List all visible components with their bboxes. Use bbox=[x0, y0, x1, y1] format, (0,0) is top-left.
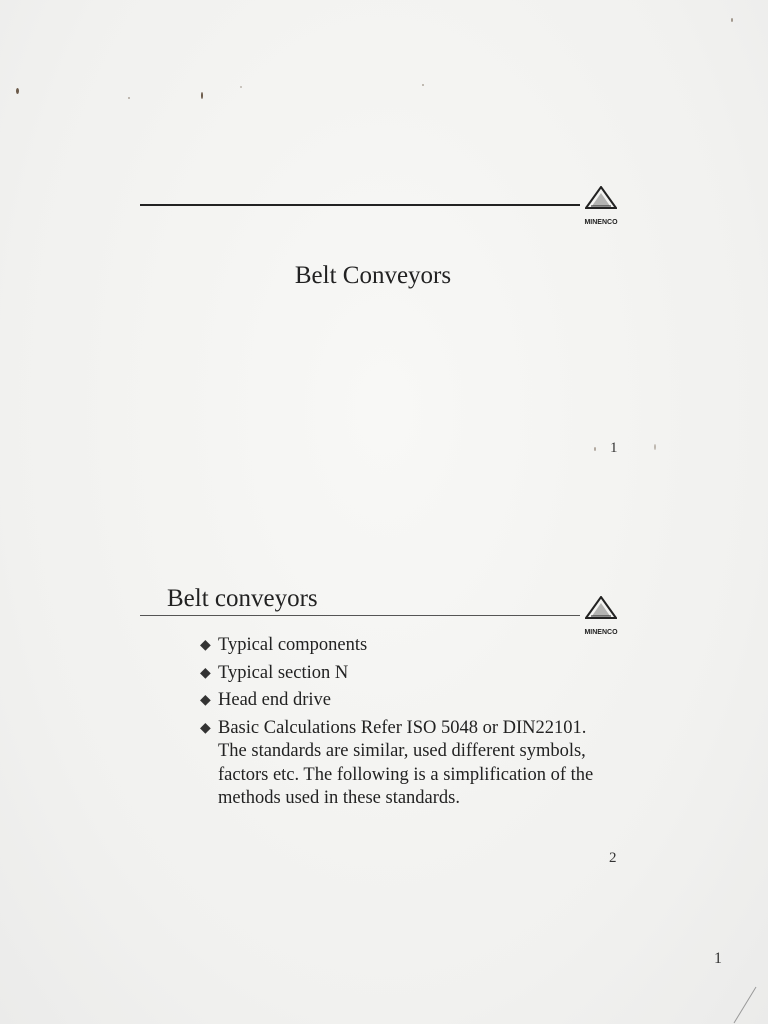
list-item bbox=[200, 717, 600, 811]
slide2-bullet-list bbox=[200, 634, 600, 815]
slide2-heading-rule bbox=[140, 615, 580, 616]
scan-speck bbox=[240, 86, 242, 88]
diamond-bullet-icon: ◆ bbox=[200, 720, 211, 736]
logo-text: MINENCO bbox=[584, 629, 618, 636]
mountain-logo-icon bbox=[585, 596, 617, 620]
scan-speck bbox=[654, 444, 656, 450]
list-item bbox=[200, 634, 600, 658]
bullet-text: Typical components bbox=[218, 635, 368, 655]
diamond-bullet-icon: ◆ bbox=[200, 665, 211, 681]
scan-speck bbox=[422, 84, 424, 86]
slide1-number: 1 bbox=[610, 440, 618, 456]
bullet-text: Basic Calculations Refer ISO 5048 or DIN22101. The standards are similar, used different symbols, factors etc. The following is a simplification of the methods used in these standards. bbox=[218, 717, 594, 808]
diamond-bullet-icon: ◆ bbox=[200, 638, 211, 653]
bullet-text: Typical section N bbox=[218, 662, 349, 683]
scan-speck bbox=[128, 97, 130, 99]
slide2-number: 2 bbox=[609, 850, 617, 866]
mountain-logo-icon bbox=[585, 186, 617, 210]
diamond-bullet-icon: ◆ bbox=[200, 693, 211, 708]
scan-speck bbox=[201, 92, 203, 99]
scan-speck bbox=[16, 88, 19, 94]
slide2-logo bbox=[577, 596, 625, 636]
slide2-heading: Belt conveyors bbox=[167, 585, 318, 612]
page-number: 1 bbox=[714, 950, 722, 967]
scan-speck bbox=[594, 447, 596, 451]
list-item bbox=[200, 662, 600, 686]
slide1-title-rule bbox=[140, 204, 580, 206]
bullet-text: Head end drive bbox=[218, 690, 332, 710]
scan-speck bbox=[731, 18, 733, 22]
logo-text: MINENCO bbox=[584, 219, 618, 226]
slide1-logo bbox=[577, 186, 625, 226]
page-crease-mark bbox=[730, 985, 760, 1024]
list-item bbox=[200, 689, 600, 713]
slide1-title: Belt Conveyors bbox=[294, 262, 452, 289]
